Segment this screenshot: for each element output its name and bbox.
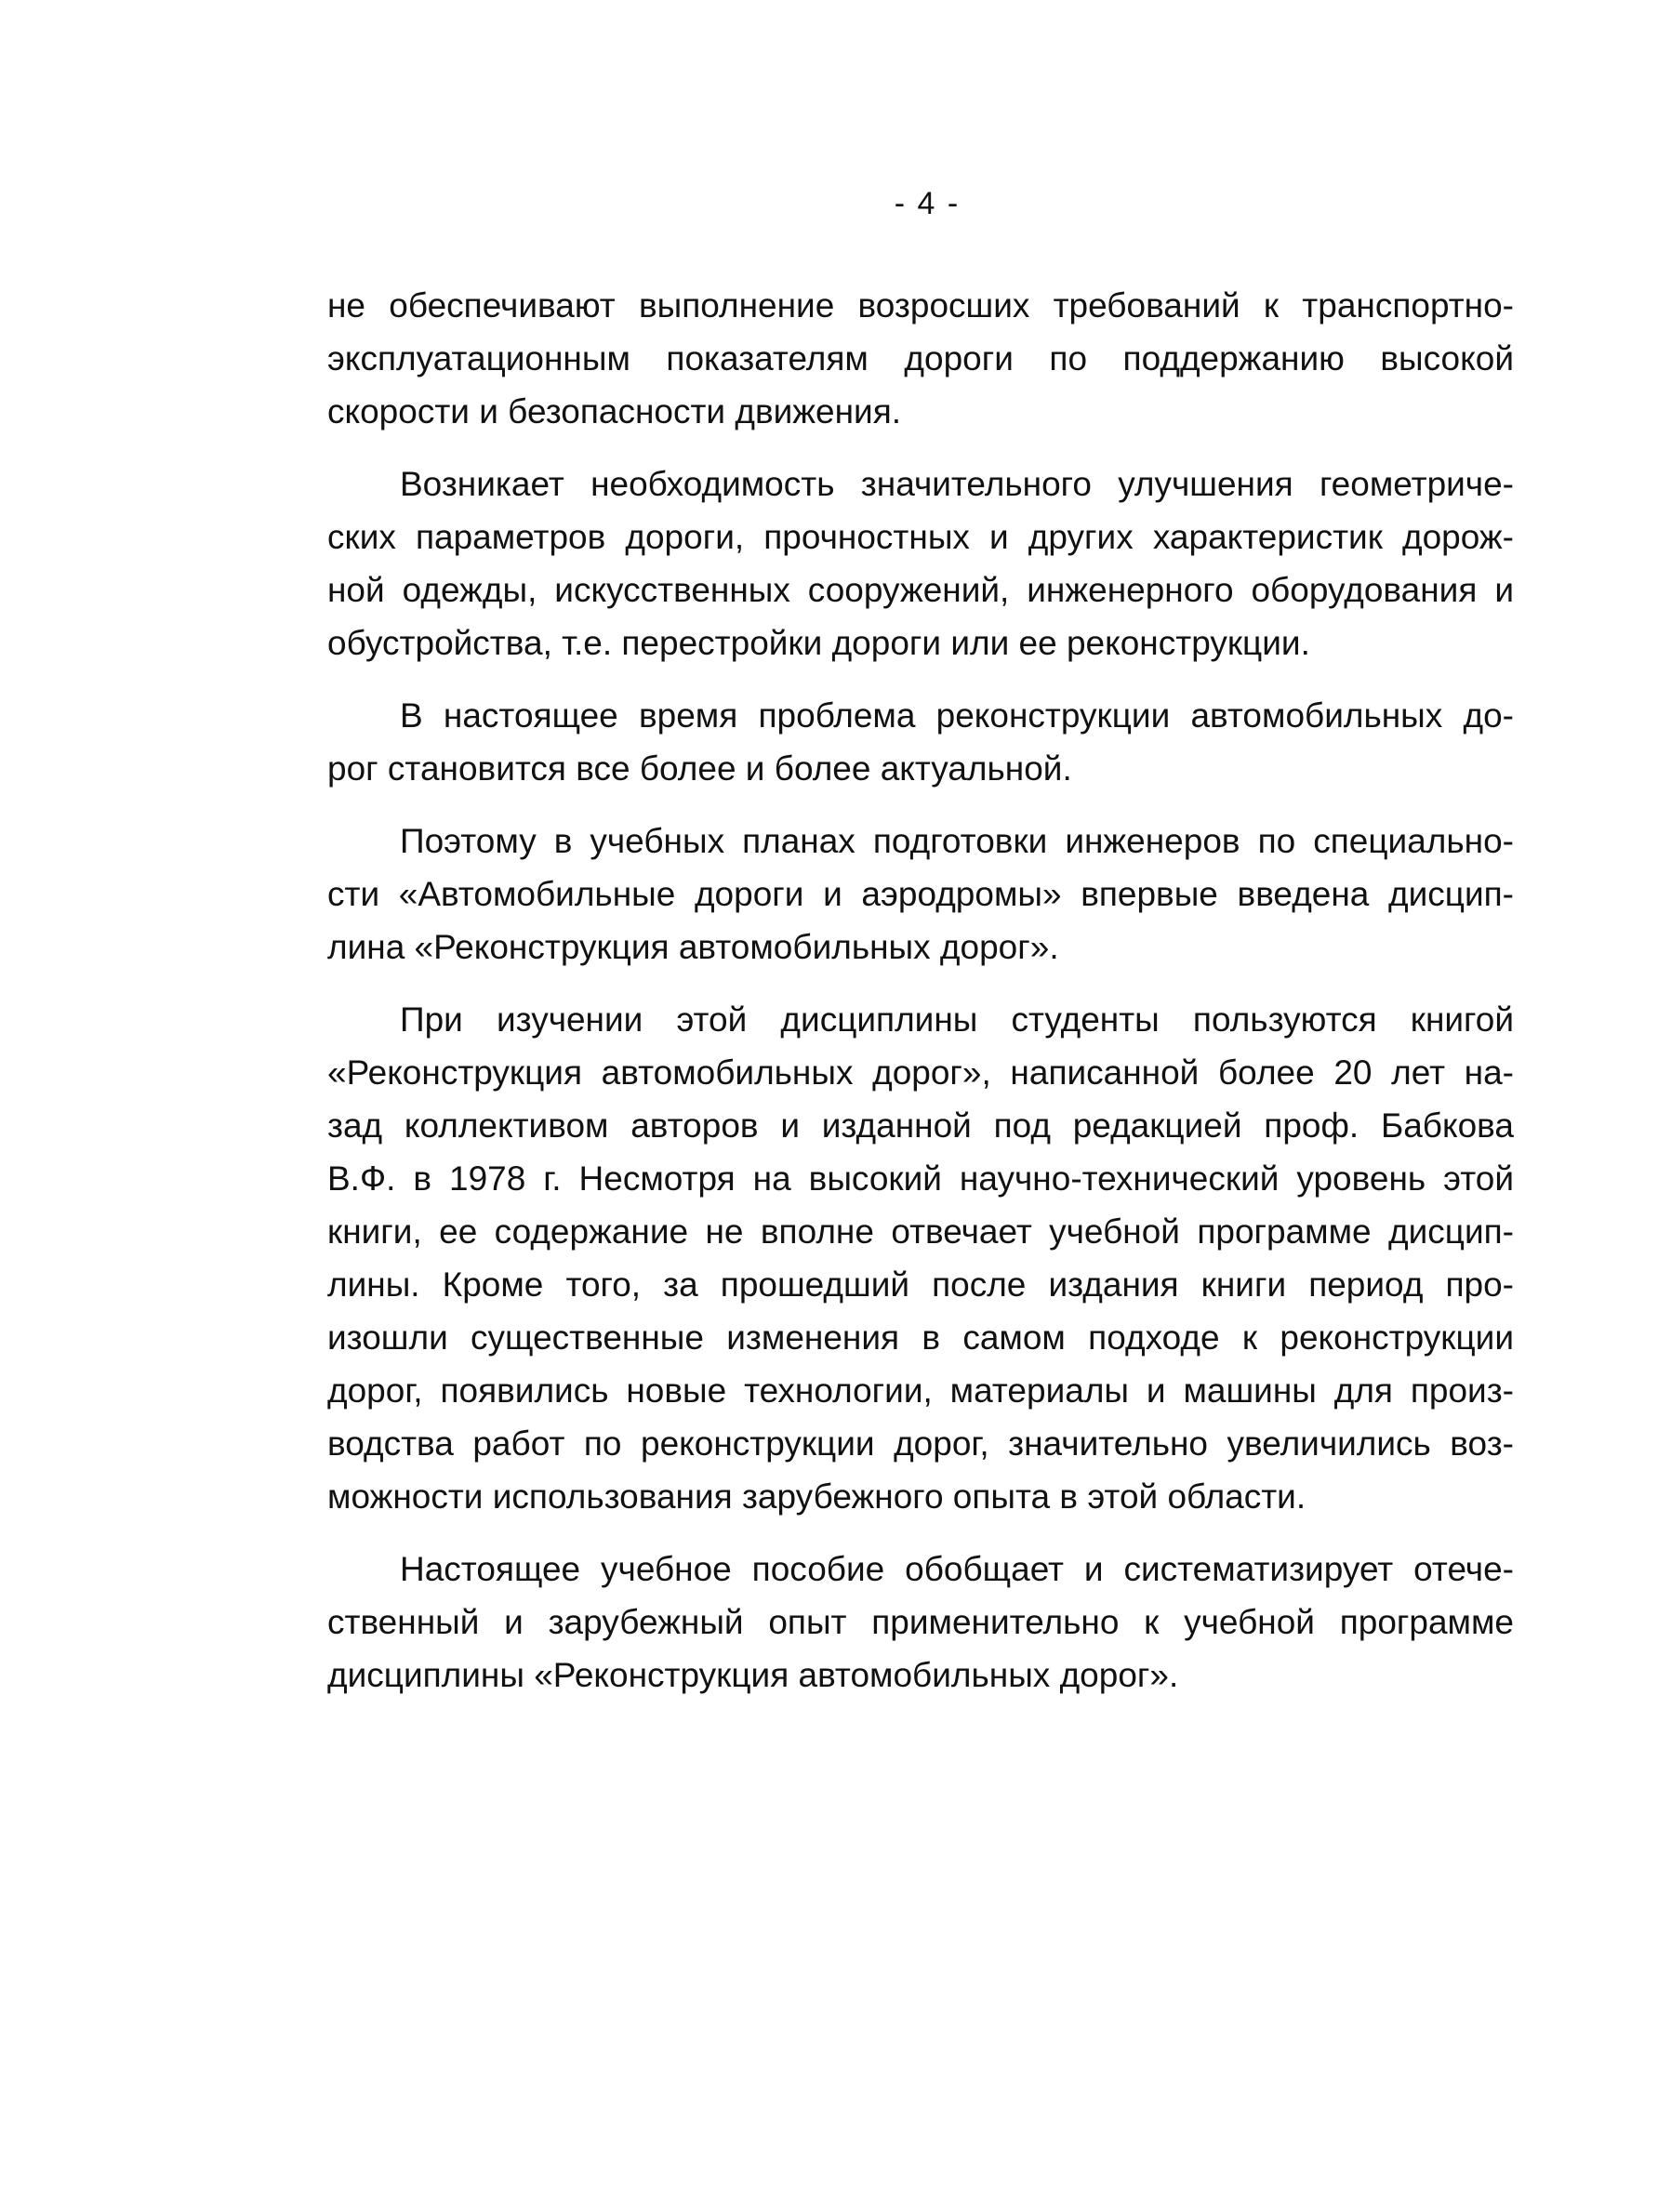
text-line: рог становится все более и более актуальной.: [327, 749, 1072, 788]
text-line: дорог, появились новые технологии, материалы и машины для произ-: [327, 1371, 1514, 1410]
text-line: скорости и безопасности движения.: [327, 392, 902, 430]
text-line: Возникает необходимость значительного улучшения геометриче-: [400, 465, 1514, 503]
paragraph: [327, 1543, 1514, 1702]
text-line: Поэтому в учебных планах подготовки инженеров по специально-: [400, 822, 1514, 860]
text-line: водства работ по реконструкции дорог, значительно увеличились воз-: [327, 1424, 1514, 1463]
text-line: зад коллективом авторов и изданной под редакцией проф. Бабкова: [327, 1106, 1514, 1145]
text-line: лина «Реконструкция автомобильных дорог».: [327, 928, 1059, 966]
body-text: [327, 279, 1514, 1702]
paragraph: [327, 815, 1514, 974]
text-line: ной одежды, искусственных сооружений, инженерного оборудования и: [327, 571, 1514, 609]
text-line: лины. Кроме того, за прошедший после издания книги период про-: [327, 1265, 1514, 1304]
text-line: эксплуатационным показателям дороги по поддержанию высокой: [327, 339, 1514, 377]
text-line: сти «Автомобильные дороги и аэродромы» впервые введена дисцип-: [327, 875, 1514, 913]
page-number: - 4 -: [894, 186, 961, 221]
paragraph: [327, 279, 1514, 438]
text-line: можности использования зарубежного опыта в этой области.: [327, 1477, 1306, 1516]
text-line: В настоящее время проблема реконструкции автомобильных до-: [400, 696, 1514, 735]
text-line: ственный и зарубежный опыт применительно к учебной программе: [327, 1603, 1514, 1641]
text-line: В.Ф. в 1978 г. Несмотря на высокий научно-технический уровень этой: [327, 1159, 1514, 1198]
paragraph: [327, 993, 1514, 1523]
text-line: При изучении этой дисциплины студенты пользуются книгой: [400, 1000, 1514, 1039]
text-line: ских параметров дороги, прочностных и других характеристик дорож-: [327, 518, 1514, 556]
text-line: «Реконструкция автомобильных дорог», написанной более 20 лет на-: [327, 1053, 1514, 1092]
text-line: книги, ее содержание не вполне отвечает учебной программе дисцип-: [327, 1212, 1514, 1251]
paragraph: [327, 457, 1514, 669]
paragraph: [327, 689, 1514, 795]
text-line: не обеспечивают выполнение возросших требований к транспортно-: [327, 286, 1514, 325]
text-line: изошли существенные изменения в самом подходе к реконструкции: [327, 1318, 1514, 1357]
text-line: дисциплины «Реконструкция автомобильных дорог».: [327, 1656, 1179, 1694]
text-line: обустройства, т.е. перестройки дороги или ее реконструкции.: [327, 624, 1310, 662]
text-line: Настоящее учебное пособие обобщает и систематизирует отече-: [400, 1550, 1514, 1588]
